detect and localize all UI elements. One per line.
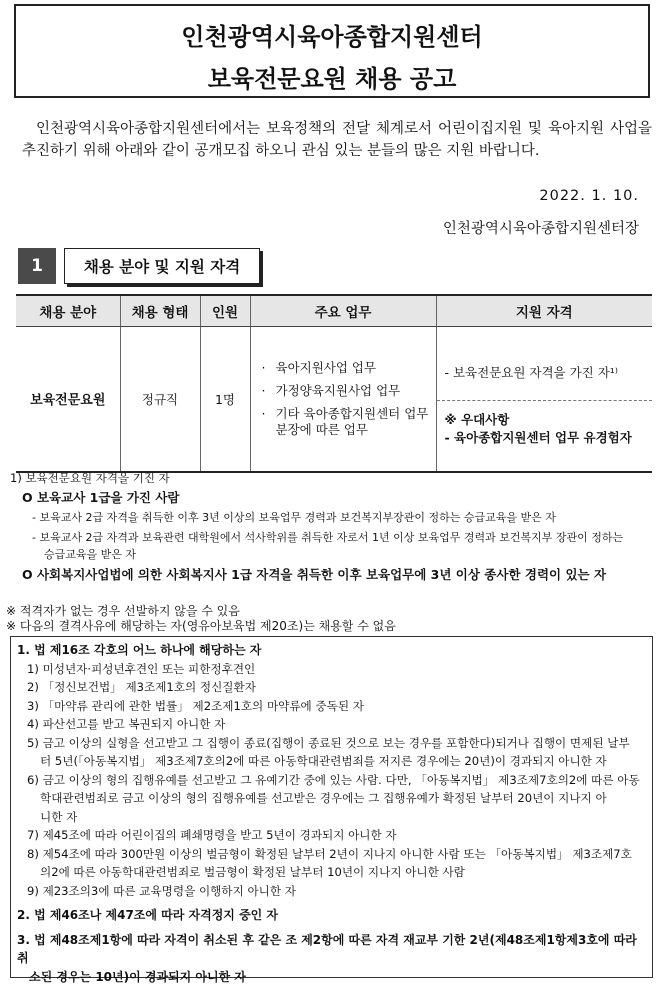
note-option-1-sub-2: - 보육교사 2급 자격과 보육관련 대학원에서 석사학위를 취득한 자로서 1년 이상 보육업무 경력과 보건복지부 장관이 정하는 승급교육을 받은 자 <box>10 529 655 563</box>
table-row <box>16 327 652 472</box>
disq-item: 1) 미성년자·피성년후견인 또는 피한정후견인 <box>17 660 644 679</box>
bullet: · <box>262 406 266 422</box>
section-title: 채용 분야 및 지원 자격 <box>64 248 260 284</box>
intro-paragraph: 인천광역시육아종합지원센터에서는 보육정책의 전달 체계로서 어린이집지원 및 육아지원 사업을 추진하기 위해 아래와 같이 공개모집 하오니 관심 있는 분들의 많은 지원 바랍니다. <box>22 118 652 162</box>
cell-duties <box>250 327 436 472</box>
preference-title: ※ 우대사항 <box>445 411 647 429</box>
notice-title: 보육전문요원 채용 공고 <box>16 59 648 94</box>
disq-item-8: 8) 제54조에 따라 300만원 이상의 벌금형이 확정된 날부터 2년이 지나지 아니한 사람 또는 「아동복지법」 제3조제7호 의2에 따른 아동학대관련범죄로 벌금형이 확정된 날부터 10년이 지나지 아니한 사람 <box>17 845 644 882</box>
org-title: 인천광역시육아종합지원센터 <box>16 17 648 52</box>
notice-date: 2022. 1. 10. <box>539 188 639 204</box>
note-option-2: O 사회복지사업법에 의한 사회복지사 1급 자격을 취득한 이후 보육업무에 3년 이상 종사한 경력이 있는 자 <box>10 567 655 583</box>
disq-item: 2) 「정신보건법」 제3조제1호의 정신질환자 <box>17 678 644 697</box>
qualification-main: - 보육전문요원 자격을 가진 자¹⁾ <box>437 343 653 401</box>
duty-item: · 가정양육지원사업 업무 <box>262 383 431 399</box>
header-count: 인원 <box>200 295 250 327</box>
cell-qualification <box>436 327 652 472</box>
header-duties: 주요 업무 <box>250 295 436 327</box>
note-1: 1) 보육전문요원 자격을 기진 자 <box>10 470 655 486</box>
recruitment-table <box>16 294 652 473</box>
disqualification-box <box>10 636 653 978</box>
disq-item-5: 5) 금고 이상의 실형을 선고받고 그 집행이 종료(집행이 종료된 것으로 보는 경우를 포함한다)되거나 집행이 면제된 날부 터 5년(「아동복지법」 제3조제7호의2에 따른 아동학대관련범죄를 저지른 경우에는 20년)이 경과되지 아니한 자 <box>17 734 644 771</box>
bullet: · <box>262 383 266 399</box>
header-qualification: 지원 자격 <box>436 295 652 327</box>
table-header-row <box>16 295 652 327</box>
bullet: · <box>262 360 266 376</box>
signer: 인천광역시육아종합지원센터장 <box>443 217 639 238</box>
section-number: 1 <box>18 248 56 284</box>
qualification-notes <box>10 470 655 583</box>
preference-item: - 육아종합지원센터 업무 유경험자 <box>445 429 647 447</box>
star-note: ※ 적격자가 없는 경우 선발하지 않을 수 있음 <box>6 604 396 619</box>
disq-item: 3) 「마약류 관리에 관한 법률」 제2조제1호의 마약류에 중독된 자 <box>17 697 644 716</box>
disq-item: 4) 파산선고를 받고 복권되지 아니한 자 <box>17 715 644 734</box>
disq-main-2: 2. 법 제46조나 제47조에 따라 자격정지 중인 자 <box>17 906 644 925</box>
cell-count: 1명 <box>200 327 250 472</box>
preference-block <box>437 401 653 455</box>
disq-item-6: 6) 금고 이상의 형의 집행유예를 선고받고 그 유예기간 중에 있는 사람. 다만, 「아동복지법」 제3조제7호의2에 따른 아동 학대관련범죄로 금고 이상의 형의 집행유예를 선고받은 경우에는 그 집행유예가 확정된 날부터 20년이 지나지 아 니한 자 <box>17 771 644 827</box>
star-notes <box>6 604 396 634</box>
header-field: 채용 분야 <box>16 295 120 327</box>
disq-main-3: 3. 법 제48조제1항에 따라 자격이 취소된 후 같은 조 제2항에 따른 자격 재교부 기한 2년(제48조제1항제3호에 따라 취 소된 경우는 10년)이 경과되지 아니한 자 <box>17 931 644 986</box>
note-option-1-sub-1: - 보육교사 2급 자격을 취득한 이후 3년 이상의 보육업무 경력과 보건복지부장관이 정하는 승급교육을 받은 자 <box>10 509 655 526</box>
cell-type: 정규직 <box>120 327 200 472</box>
cell-field: 보육전문요원 <box>16 327 120 472</box>
note-option-1: O 보육교사 1급을 가진 사람 <box>10 490 655 506</box>
disq-main-1: 1. 법 제16조 각호의 어느 하나에 해당하는 자 <box>17 641 644 660</box>
duty-item: · 육아지원사업 업무 <box>262 360 431 376</box>
duty-list <box>252 360 435 438</box>
header-type: 채용 형태 <box>120 295 200 327</box>
disq-item-9: 9) 제23조의3에 따른 교육명령을 이행하지 아니한 자 <box>17 882 644 901</box>
disq-item-7: 7) 제45조에 따라 어린이집의 폐쇄명령을 받고 5년이 경과되지 아니한 자 <box>17 826 644 845</box>
star-note: ※ 다음의 결격사유에 해당하는 자(영유아보육법 제20조)는 채용할 수 없음 <box>6 619 396 634</box>
title-box <box>14 4 650 98</box>
duty-item: · 기타 육아종합지원센터 업무분장에 따른 업무 <box>262 406 431 438</box>
